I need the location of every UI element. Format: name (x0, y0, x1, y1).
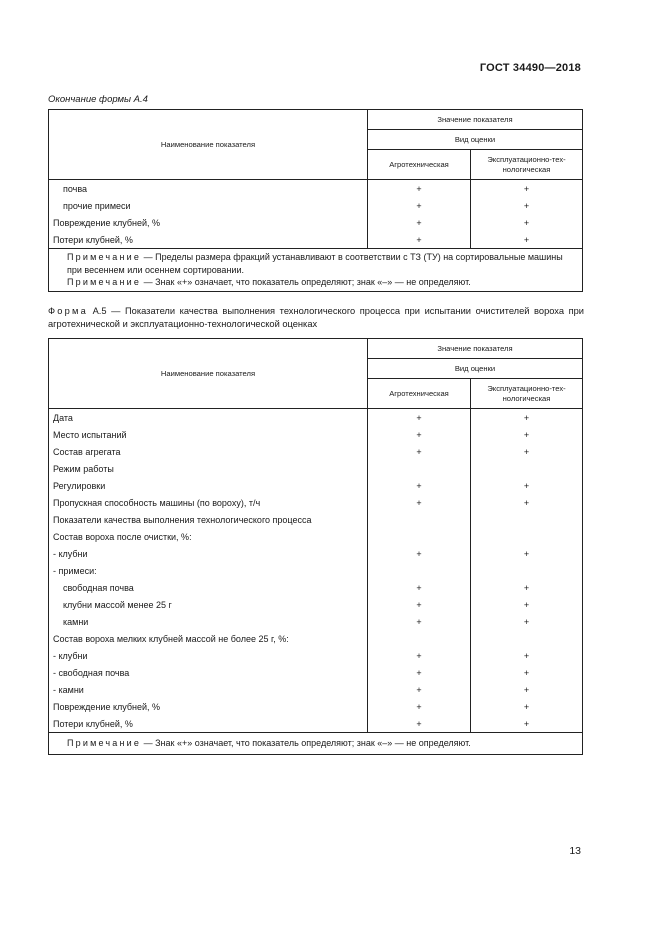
row-agro-mark: + (368, 664, 471, 681)
note-text: — Знак «+» означает, что показатель определяют; знак «–» — не определяют. (141, 738, 471, 749)
row-expl-mark: + (471, 715, 583, 733)
form-title-text: А.5 — Показатели качества выполнения технологического процесса при испытании очистителей вороха при агротехнической и эксплуатационно-технологической оценках (48, 306, 584, 329)
row-name: Место испытаний (49, 426, 368, 443)
table-row (49, 630, 583, 647)
row-agro-mark: + (368, 180, 471, 198)
row-name: Состав агрегата (49, 443, 368, 460)
row-agro-mark: + (368, 596, 471, 613)
note-label: Примечание (67, 252, 142, 262)
header-indicator-name: Наименование показателя (49, 110, 368, 180)
table-row (49, 231, 583, 249)
table-row (49, 494, 583, 511)
row-name: Дата (49, 409, 368, 427)
row-agro-mark: + (368, 214, 471, 231)
row-name: - примеси: (49, 562, 368, 579)
row-agro-mark: + (368, 409, 471, 427)
row-expl-mark: + (471, 681, 583, 698)
row-expl-mark: + (471, 409, 583, 427)
note-label: Примечание (67, 277, 142, 287)
row-name: Потери клубней, % (49, 715, 368, 733)
table-row (49, 562, 583, 579)
header-evaluation-type: Вид оценки (368, 359, 583, 379)
row-agro-mark (368, 562, 471, 579)
row-expl-mark (471, 460, 583, 477)
header-operational (471, 150, 583, 180)
table-row (49, 545, 583, 562)
row-expl-mark: + (471, 197, 583, 214)
table-row (49, 715, 583, 733)
row-name: Регулировки (49, 477, 368, 494)
note-row (49, 249, 583, 292)
row-agro-mark (368, 630, 471, 647)
document-standard-number: ГОСТ 34490—2018 (479, 62, 581, 74)
row-expl-mark: + (471, 545, 583, 562)
row-agro-mark: + (368, 613, 471, 630)
row-name: - клубни (49, 545, 368, 562)
form-label: Форма (48, 306, 88, 316)
row-expl-mark: + (471, 180, 583, 198)
row-agro-mark: + (368, 698, 471, 715)
row-agro-mark: + (368, 715, 471, 733)
row-expl-mark: + (471, 647, 583, 664)
table-row (49, 460, 583, 477)
header-agrotechnical: Агротехническая (368, 150, 471, 180)
table-row (49, 409, 583, 427)
row-expl-mark: + (471, 664, 583, 681)
row-expl-mark: + (471, 494, 583, 511)
row-expl-mark: + (471, 477, 583, 494)
row-expl-mark (471, 511, 583, 528)
header-operational-line2: нологическая (502, 393, 551, 403)
row-agro-mark: + (368, 647, 471, 664)
header-operational-line1: Эксплуатационно-тех- (487, 154, 566, 164)
page-number: 13 (569, 845, 581, 857)
note-text: — Пределы размера фракций устанавливают в соответствии с ТЗ (ТУ) на сортировальные машины при весеннем или осеннем сортировании. (67, 252, 563, 275)
table-row (49, 443, 583, 460)
row-name: Состав вороха мелких клубней массой не более 25 г, %: (49, 630, 368, 647)
row-expl-mark: + (471, 231, 583, 249)
note-row (49, 733, 583, 755)
header-indicator-value: Значение показателя (368, 110, 583, 130)
table-row (49, 528, 583, 545)
table-row (49, 698, 583, 715)
row-expl-mark: + (471, 579, 583, 596)
form-a5-title (48, 305, 584, 331)
table-form-a4-end (48, 109, 583, 292)
row-expl-mark (471, 528, 583, 545)
table-caption: Окончание формы А.4 (48, 94, 148, 105)
row-agro-mark: + (368, 579, 471, 596)
table-row (49, 579, 583, 596)
row-name: Повреждение клубней, % (49, 698, 368, 715)
row-name: Состав вороха после очистки, %: (49, 528, 368, 545)
row-name: Показатели качества выполнения технологического процесса (49, 511, 368, 528)
table-row (49, 647, 583, 664)
table-row (49, 180, 583, 198)
row-expl-mark: + (471, 613, 583, 630)
table-row (49, 214, 583, 231)
table-note (49, 733, 583, 755)
row-agro-mark: + (368, 477, 471, 494)
row-expl-mark: + (471, 443, 583, 460)
row-agro-mark (368, 511, 471, 528)
table-row (49, 197, 583, 214)
row-name: Пропускная способность машины (по вороху), т/ч (49, 494, 368, 511)
row-agro-mark: + (368, 545, 471, 562)
row-name: клубни массой менее 25 г (49, 596, 368, 613)
row-expl-mark: + (471, 596, 583, 613)
table-row (49, 511, 583, 528)
table-row (49, 681, 583, 698)
table-note (49, 249, 583, 292)
header-operational-line2: нологическая (502, 164, 551, 174)
row-agro-mark: + (368, 197, 471, 214)
header-agrotechnical: Агротехническая (368, 379, 471, 409)
header-operational (471, 379, 583, 409)
row-name: свободная почва (49, 579, 368, 596)
row-expl-mark: + (471, 426, 583, 443)
row-name: камни (49, 613, 368, 630)
note-label: Примечание (67, 738, 142, 749)
row-agro-mark: + (368, 426, 471, 443)
row-name: почва (49, 180, 368, 198)
row-name: прочие примеси (49, 197, 368, 214)
table-row (49, 477, 583, 494)
row-expl-mark: + (471, 698, 583, 715)
table-row (49, 664, 583, 681)
row-agro-mark (368, 528, 471, 545)
row-name: - свободная почва (49, 664, 368, 681)
row-agro-mark (368, 460, 471, 477)
row-agro-mark: + (368, 231, 471, 249)
row-expl-mark: + (471, 214, 583, 231)
note-text: — Знак «+» означает, что показатель определяют; знак «–» — не определяют. (141, 277, 471, 287)
row-name: Повреждение клубней, % (49, 214, 368, 231)
table-row (49, 613, 583, 630)
header-evaluation-type: Вид оценки (368, 130, 583, 150)
row-expl-mark (471, 562, 583, 579)
row-agro-mark: + (368, 494, 471, 511)
header-operational-line1: Эксплуатационно-тех- (487, 383, 566, 393)
row-name: - клубни (49, 647, 368, 664)
row-name: Режим работы (49, 460, 368, 477)
header-indicator-name: Наименование показателя (49, 339, 368, 409)
row-name: - камни (49, 681, 368, 698)
table-row (49, 596, 583, 613)
row-expl-mark (471, 630, 583, 647)
row-agro-mark: + (368, 681, 471, 698)
table-form-a5 (48, 338, 583, 755)
row-agro-mark: + (368, 443, 471, 460)
row-name: Потери клубней, % (49, 231, 368, 249)
header-indicator-value: Значение показателя (368, 339, 583, 359)
table-row (49, 426, 583, 443)
